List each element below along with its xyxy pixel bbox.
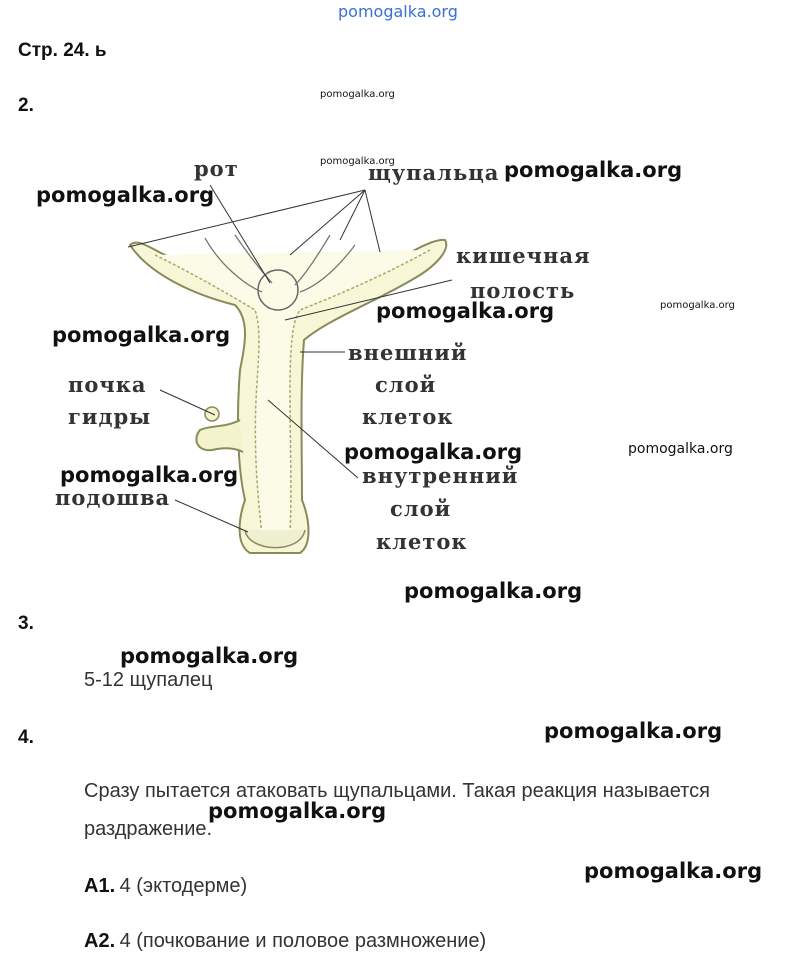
watermark: pomogalka.org bbox=[344, 440, 523, 464]
pointer-bud bbox=[160, 390, 215, 415]
watermark: pomogalka.org bbox=[52, 323, 231, 347]
label-mouth: рот bbox=[194, 156, 239, 181]
label-outer-2: слой bbox=[375, 372, 437, 397]
watermark: pomogalka.org bbox=[584, 859, 763, 883]
watermark: pomogalka.org bbox=[36, 183, 215, 207]
watermark: pomogalka.org bbox=[544, 719, 723, 743]
answer-a1 bbox=[84, 875, 247, 898]
label-sole: подошва bbox=[55, 485, 171, 510]
label-bud-1: почка bbox=[68, 372, 147, 397]
pointer-tentacles-3 bbox=[340, 190, 365, 240]
item-number-4: 4. bbox=[18, 727, 34, 748]
label-cavity-1: кишечная bbox=[456, 243, 591, 268]
label-inner-1: внутренний bbox=[362, 463, 519, 488]
label-cavity-2: полость bbox=[470, 278, 576, 303]
watermark: pomogalka.org bbox=[120, 644, 299, 668]
pointer-tentacles-4 bbox=[365, 190, 380, 252]
label-bud-2: гидры bbox=[68, 404, 152, 429]
watermark: pomogalka.org bbox=[628, 441, 733, 457]
watermark: pomogalka.org bbox=[376, 299, 555, 323]
watermark: pomogalka.org bbox=[660, 300, 735, 311]
answer-4-line-1: Сразу пытается атаковать щупальцами. Такая реакция называется bbox=[84, 780, 710, 802]
watermark: pomogalka.org bbox=[404, 579, 583, 603]
label-outer-3: клеток bbox=[362, 404, 454, 429]
watermark: pomogalka.org bbox=[504, 158, 683, 182]
label-outer-1: внешний bbox=[348, 340, 468, 365]
answer-a2 bbox=[84, 930, 486, 953]
answer-a1-text: 4 (эктодерме) bbox=[119, 875, 248, 897]
hydra-bud bbox=[196, 420, 243, 452]
watermark: pomogalka.org bbox=[320, 89, 395, 100]
pointer-sole bbox=[175, 500, 248, 532]
label-tentacles: щупальца bbox=[368, 160, 500, 185]
answer-4-line-2: раздражение. bbox=[84, 818, 213, 840]
answer-a2-label: А2. bbox=[84, 930, 116, 952]
watermark-top[interactable]: pomogalka.org bbox=[338, 2, 458, 21]
watermark: pomogalka.org bbox=[320, 156, 395, 167]
label-inner-3: клеток bbox=[376, 529, 468, 554]
answer-a1-label: А1. bbox=[84, 875, 116, 897]
watermark: pomogalka.org bbox=[208, 799, 387, 823]
answer-a2-text: 4 (почкование и половое размножение) bbox=[119, 930, 487, 952]
answer-3: 5-12 щупалец bbox=[84, 669, 213, 691]
label-inner-2: слой bbox=[390, 496, 452, 521]
page-heading: Стр. 24. ь bbox=[18, 40, 107, 61]
item-number-3: 3. bbox=[18, 613, 34, 634]
item-number-2: 2. bbox=[18, 95, 34, 116]
pointer-tentacles-2 bbox=[290, 190, 365, 255]
watermark: pomogalka.org bbox=[60, 463, 239, 487]
